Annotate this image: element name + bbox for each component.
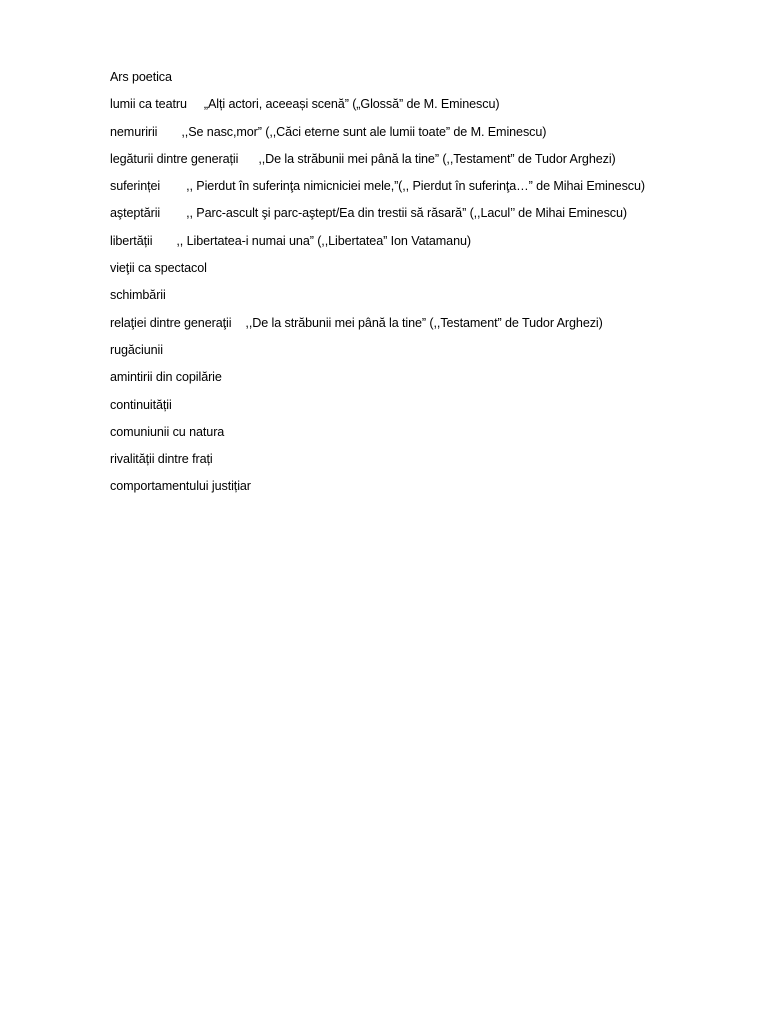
text-line <box>110 341 750 368</box>
entry-quote: ,, Pierdut în suferinţa nimicniciei mele,”(,, Pierdut în suferinţa…” de Mihai Eminescu) <box>186 179 645 194</box>
entry-term: rivalității dintre frați <box>110 452 213 467</box>
entry-term: lumii ca teatru <box>110 97 187 112</box>
text-line <box>110 450 750 477</box>
entry-term: continuității <box>110 397 172 412</box>
entry-term: legăturii dintre generații <box>110 151 239 166</box>
entry-term: aşteptării <box>110 206 161 221</box>
entry-term: vieţii ca spectacol <box>110 261 207 276</box>
entry-term: amintirii din copilărie <box>110 370 222 385</box>
text-line <box>110 396 750 423</box>
entry-quote: ,,De la străbunii mei până la tine” (,,Testament” de Tudor Arghezi) <box>258 151 616 166</box>
entry-term: comportamentului justițiar <box>110 479 251 494</box>
text-line <box>110 150 750 177</box>
entry-term: rugăciunii <box>110 342 163 357</box>
text-line <box>110 204 750 231</box>
document-body <box>110 68 750 505</box>
entry-term: suferinței <box>110 179 161 194</box>
entry-term: schimbării <box>110 288 166 303</box>
entry-term: nemuririi <box>110 124 158 139</box>
entry-quote: ,,De la străbunii mei până la tine” (,,Testament” de Tudor Arghezi) <box>245 315 603 330</box>
text-line <box>110 95 750 122</box>
document-title <box>110 68 750 95</box>
text-line <box>110 232 750 259</box>
text-line <box>110 123 750 150</box>
entry-term: relaţiei dintre generaţii <box>110 315 232 330</box>
entry-term: comuniunii cu natura <box>110 424 225 439</box>
entry-quote: ,,Se nasc,mor” (,,Căci eterne sunt ale lumii toate” de M. Eminescu) <box>181 124 547 139</box>
text-line <box>110 423 750 450</box>
text-line <box>110 259 750 286</box>
entry-quote: „Alți actori, aceeași scenă” („Glossă” de M. Eminescu) <box>203 97 500 112</box>
document-title-text: Ars poetica <box>110 70 172 84</box>
text-line <box>110 368 750 395</box>
text-line <box>110 177 750 204</box>
entry-quote: ,, Libertatea-i numai una” (,,Libertatea” Ion Vatamanu) <box>176 233 471 248</box>
entry-term: libertății <box>110 233 153 248</box>
entry-quote: ,, Parc-ascult şi parc-aştept/Ea din trestii să răsară” (,,Lacul’’ de Mihai Eminescu) <box>186 206 627 221</box>
text-line <box>110 314 750 341</box>
text-line <box>110 477 750 504</box>
text-line <box>110 286 750 313</box>
